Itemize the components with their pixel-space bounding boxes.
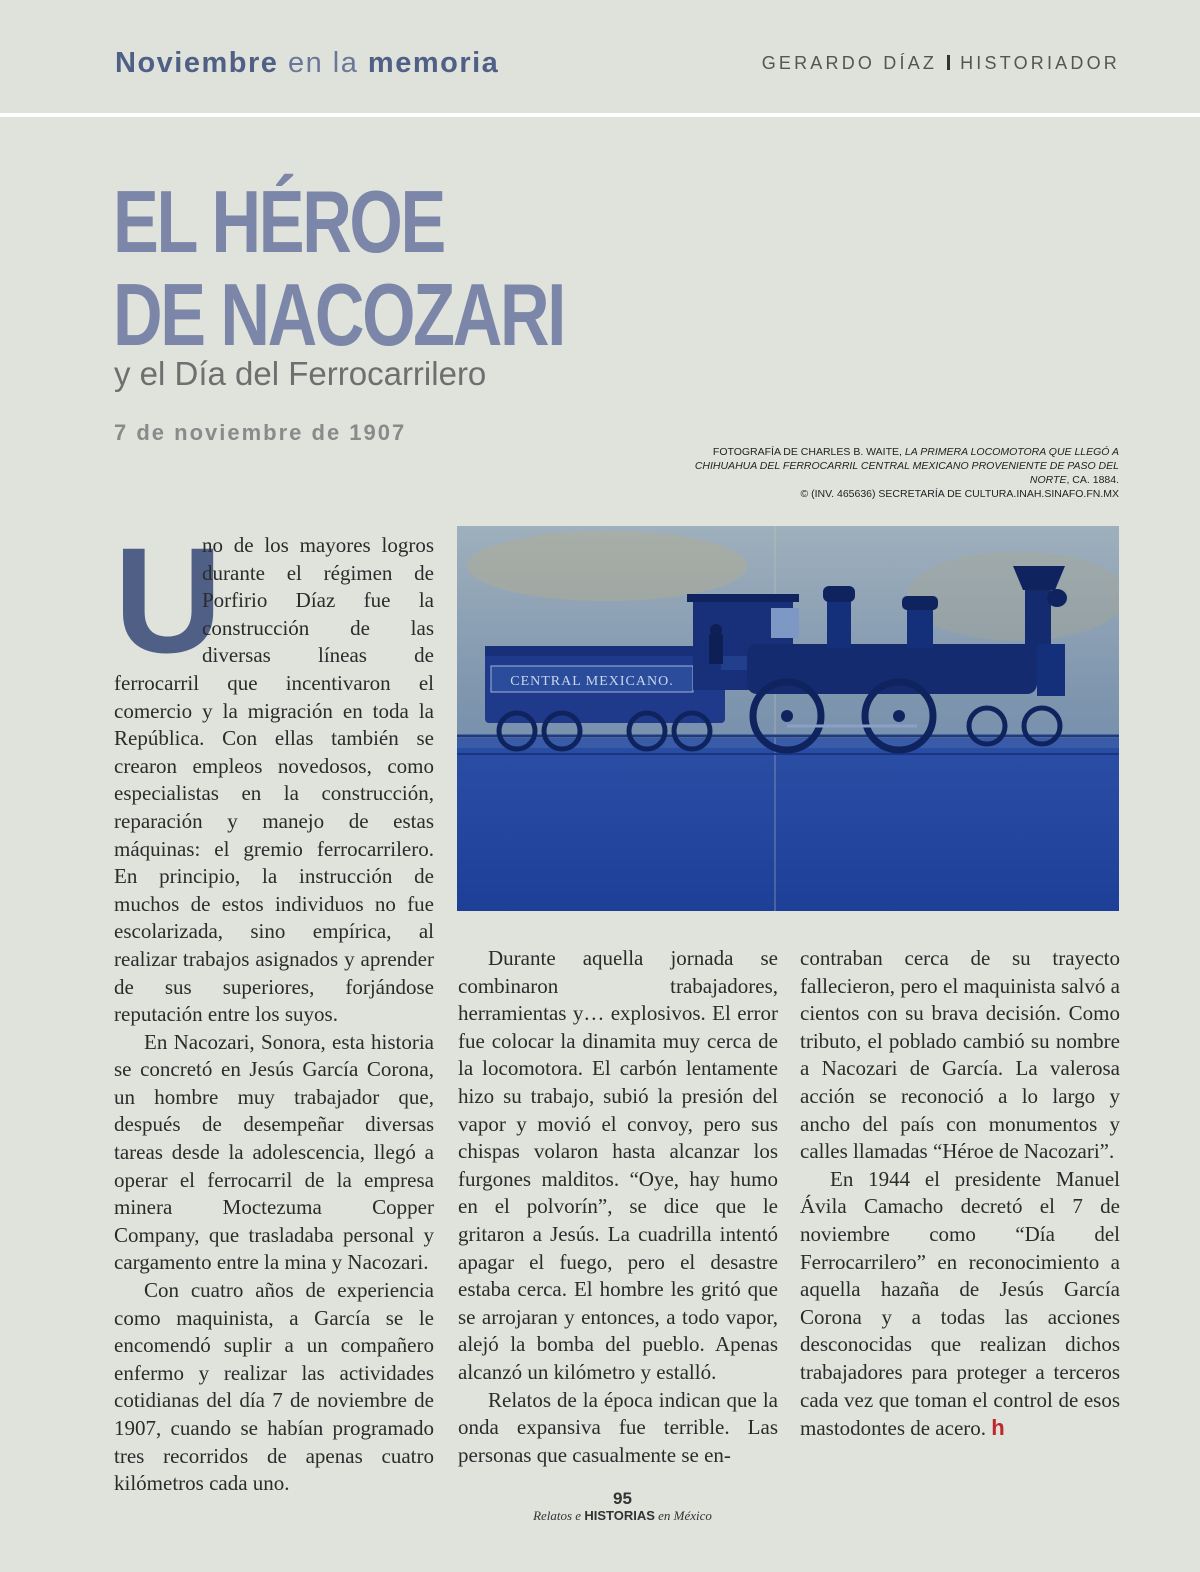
body-paragraph-2: En Nacozari, Sonora, esta historia se concretó en Jesús García Corona, un hombre muy trabajador que, después de desempeñar diversas tareas desde la adolescencia, llegó a operar el ferrocarril de la empresa minera Moctezuma Copper Company, que trasladaba personal y cargamento entre la mina y Nacozari. — [114, 1029, 434, 1275]
author-name: GERARDO DÍAZ — [761, 53, 938, 73]
article-column-1 — [114, 516, 434, 1498]
body-paragraph-6-text: En 1944 el presidente Manuel Ávila Camacho decretó el 7 de noviembre como “Día del Ferrocarrilero” en reconocimiento a aquella hazaña de Jesús García Corona y a todas las acciones desconocidas que realizan dichos trabajadores para proteger a terceros cada vez que toman el control de esos mastodontes de acero. — [800, 1166, 1120, 1441]
body-paragraph-5a: Relatos de la época indican que la onda expansiva fue terrible. Las personas que casualmente se en- — [458, 1387, 778, 1467]
article-column-3 — [800, 945, 1120, 1443]
article-date: 7 de noviembre de 1907 — [114, 420, 407, 445]
page-number: 95 — [613, 1489, 632, 1508]
tender-lettering: CENTRAL MEXICANO. — [510, 674, 674, 689]
end-mark-icon: h — [991, 1415, 1005, 1441]
article-column-2 — [458, 945, 778, 1469]
page-footer — [0, 1490, 1200, 1524]
article-subtitle: y el Día del Ferrocarrilero — [114, 355, 487, 392]
author-role: HISTORIADOR — [960, 53, 1120, 73]
page-header — [0, 0, 1200, 113]
body-paragraph-4: Durante aquella jornada se combinaron trabajadores, herramientas y… explosivos. El error fue colocar la dinamita muy cerca de la locomotora. El carbón lentamente hizo su trabajo, subió la presión del vapor y movió el convoy, pero sus chispas volaron hasta alcanzar los furgones malditos. “Oye, hay humo en el polvorín”, se dice que le gritaron a Jesús. La cuadrilla intentó apagar el fuego, pero el desastre estaba cerca. El hombre les gritó que se arrojaran y entonces, a todo vapor, alejó la bomba del pueblo. Apenas alcanzó un kilómetro y estalló. — [458, 946, 778, 1384]
section-label-bold-2: memoria — [367, 47, 500, 79]
body-paragraph-3: Con cuatro años de experiencia como maquinista, a García se le encomendó suplir a un compañero enfermo y realizar las actividades cotidianas del día 7 de noviembre de 1907, cuando se habían programado tres recorridos de apenas cuatro kilómetros cada uno. — [114, 1278, 434, 1496]
caption-suffix: , CA. 1884. — [1066, 474, 1119, 486]
article-title — [113, 172, 564, 364]
caption-prefix: FOTOGRAFÍA DE CHARLES B. WAITE, — [712, 446, 902, 458]
caption-credit: © (INV. 465636) SECRETARÍA DE CULTURA.INAH.SINAFO.FN.MX — [800, 488, 1119, 500]
section-label — [115, 47, 499, 80]
locomotive-photo — [457, 526, 1119, 911]
byline — [762, 53, 1120, 74]
body-paragraph-1 — [114, 516, 434, 1029]
magazine-name-post: en México — [658, 1508, 712, 1523]
section-label-bold-1: Noviembre — [115, 47, 279, 79]
header-rule — [0, 113, 1200, 117]
title-line-1: EL HÉROE — [113, 172, 444, 271]
section-label-light-2: la — [332, 47, 359, 79]
body-paragraph-1-text: no de los mayores logros durante el régimen de Porfirio Díaz fue la construcción de las diversas líneas de ferrocarril que incentivaron el comercio y la migración en toda la República. Con ellas también se crearon empleos novedosos, como especialistas en la construcción, reparación y manejo de estas máquinas: el gremio ferrocarrilero. En principio, la instrucción de muchos de estos individuos no fue escolarizada, sino empírica, al realizar trabajos asignados y aprender de sus superiores, forjándose reputación entre los suyos. — [114, 533, 434, 1027]
section-label-light-1: en — [287, 47, 324, 79]
body-paragraph-6 — [800, 1166, 1120, 1443]
title-line-2: DE NACOZARI — [113, 265, 564, 364]
caption-title: LA PRIMERA LOCOMOTORA QUE LLEGÓ A CHIHUAHUA DEL FERROCARRIL CENTRAL MEXICANO PROVENIENTE DE PASO DEL NORTE — [694, 446, 1119, 486]
magazine-name-bold: HISTORIAS — [584, 1508, 655, 1523]
drop-cap: U — [114, 516, 223, 684]
magazine-name-pre: Relatos e — [533, 1508, 582, 1523]
body-paragraph-5b: contraban cerca de su trayecto fallecieron, pero el maquinista salvó a cientos con su brava decisión. Como tributo, el poblado cambió su nombre a Nacozari de García. La valerosa acción se reconoció a lo largo y ancho del país con monumentos y calles llamadas “Héroe de Nacozari”. — [800, 946, 1120, 1164]
magazine-name — [0, 1508, 1200, 1524]
photo-caption — [659, 445, 1119, 501]
byline-separator — [947, 55, 950, 70]
